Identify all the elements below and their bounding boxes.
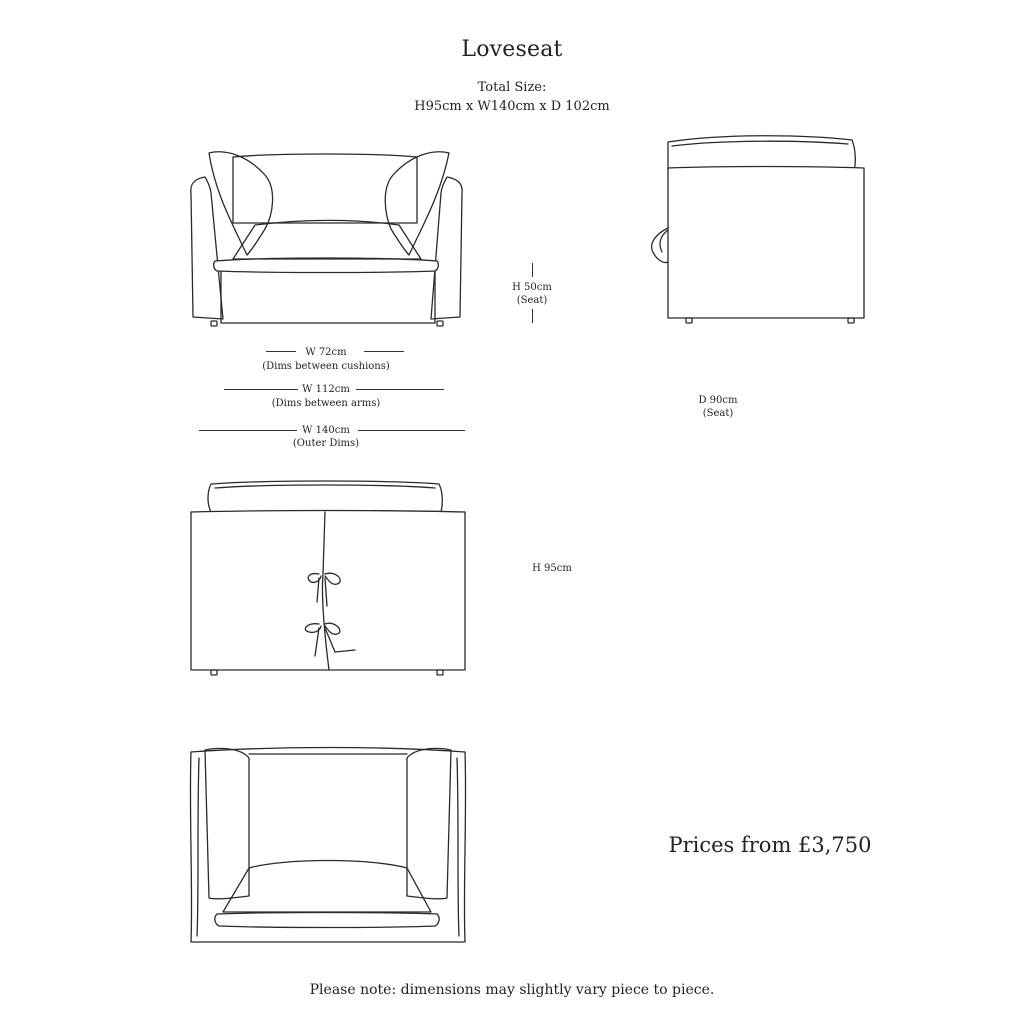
- width-cushions-line-right: [364, 351, 404, 352]
- side-view-drawing: [630, 130, 870, 330]
- total-size-value: H95cm x W140cm x D 102cm: [414, 99, 610, 114]
- width-arms-value: W 112cm: [302, 384, 350, 395]
- seat-depth-value: D 90cm: [698, 395, 738, 406]
- seat-height-line-bottom: [532, 309, 533, 323]
- seat-depth-note: (Seat): [702, 408, 734, 419]
- seat-height-value: H 50cm: [512, 282, 552, 293]
- width-outer-value: W 140cm: [302, 425, 350, 436]
- width-cushions-note: (Dims between cushions): [262, 361, 390, 372]
- seat-height-note: (Seat): [516, 295, 548, 306]
- price-text: Prices from £3,750: [668, 833, 872, 857]
- seat-height-line-top: [532, 263, 533, 277]
- total-size-label: Total Size:: [477, 80, 547, 95]
- width-outer-note: (Outer Dims): [292, 438, 360, 449]
- height-value: H 95cm: [532, 563, 572, 574]
- front-view-drawing: [185, 145, 470, 335]
- width-arms-line-right: [356, 389, 444, 390]
- width-outer-line-right: [358, 430, 465, 431]
- back-view-drawing: [185, 478, 470, 683]
- width-cushions-value: W 72cm: [305, 347, 347, 358]
- top-view-drawing: [185, 740, 470, 950]
- width-arms-note: (Dims between arms): [271, 398, 381, 409]
- page-title: Loveseat: [461, 37, 563, 62]
- footnote: Please note: dimensions may slightly vary piece to piece.: [309, 982, 715, 998]
